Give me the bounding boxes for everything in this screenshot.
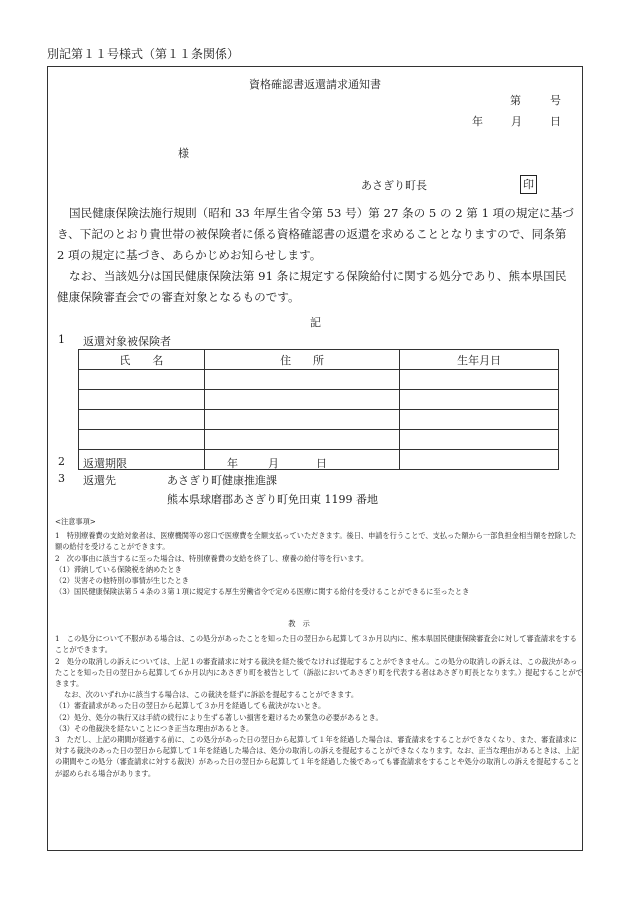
kyoji-2-3: （3）その他裁決を経ないことにつき正当な理由があるとき。 xyxy=(55,723,254,733)
form-label: 別記第１１号様式（第１１条関係） xyxy=(47,47,240,61)
cell-address xyxy=(204,390,400,410)
cell-birthdate xyxy=(400,370,559,390)
insured-persons-table xyxy=(78,349,559,470)
body-paragraph-2: なお、当該処分は国民健康保険法第 91 条に規定する保険給付に関する処分であり、熊本県国民健康保険審査会での審査対象となるものです。 xyxy=(57,269,567,304)
item3-label: 返還先 xyxy=(83,474,116,487)
kyoji-2: 2 処分の取消しの訴えについては、上記１の審査請求に対する裁決を経た後でなければ提起することができません。この処分の取消しの訴えは、この裁決があったことを知った日の翌日から起算して６か月以内にあさぎり町を被告として（訴訟においてあさぎり町を代表する者はあさぎり町長となります。）提起することができます。 xyxy=(55,656,583,689)
header-address: 住 所 xyxy=(204,350,400,370)
table-row xyxy=(79,370,559,390)
note-2: 2 次の事由に該当するに至った場合は、特別療養費の支給を終了し、療養の給付等を行います。 xyxy=(55,553,369,563)
date-month: 月 xyxy=(511,115,522,128)
item3-number: 3 xyxy=(58,472,65,485)
cell-address xyxy=(204,410,400,430)
return-address: 熊本県球磨郡あさぎり町免田東 1199 番地 xyxy=(167,493,378,506)
seal-stamp: 印 xyxy=(520,175,537,194)
notes-heading: <注意事項> xyxy=(55,517,96,526)
item2-label: 返還期限 xyxy=(83,457,127,470)
item2-number: 2 xyxy=(58,455,65,468)
item2-day: 日 xyxy=(316,457,327,470)
cell-birthdate xyxy=(400,390,559,410)
table-row xyxy=(79,390,559,410)
item1-number: 1 xyxy=(58,333,65,346)
ki-heading: 記 xyxy=(310,316,321,329)
note-2-1: （1）滞納している保険税を納めたとき xyxy=(55,564,182,574)
kyoji-2-note: なお、次のいずれかに該当する場合は、この裁決を経ずに訴訟を提起することができます。 xyxy=(64,690,359,700)
body-paragraph-1: 国民健康保険法施行規則（昭和 33 年厚生省令第 53 号）第 27 条の 5 の 2 第 1 項の規定に基づき、下記のとおり貴世帯の被保険者に係る資格確認書の返還を求めることとなりますので、同条第 2 項の規定に基づき、あらかじめお知らせします。 xyxy=(57,206,574,262)
item1-label: 返還対象被保険者 xyxy=(83,335,171,348)
notes-section xyxy=(55,516,583,597)
number-go: 号 xyxy=(550,94,561,107)
kyoji-3: 3 ただし、上記の期間が経過する前に、この処分があった日の翌日から起算して１年を経過した場合は、審査請求をすることができなくなり、また、審査請求に対する裁決のあった日の翌日から起算して１年を経過した場合は、処分の取消しの訴えを提起することができなくなります。なお、正当な理由があるときは、上記の期間やこの処分（審査請求に対する裁決）があった日の翌日から起算して１年を経過した後であっても審査請求をすることや処分の取消しの訴えを提起することが認められる場合があります。 xyxy=(55,735,580,778)
kyoji-2-1: （1）審査請求があった日の翌日から起算して３か月を経過しても裁決がないとき。 xyxy=(55,701,326,711)
header-name: 氏 名 xyxy=(79,350,205,370)
header-birthdate: 生年月日 xyxy=(400,350,559,370)
kyoji-heading: 教 示 xyxy=(288,619,310,628)
item2-month: 月 xyxy=(268,457,279,470)
kyoji-2-2: （2）処分、処分の執行又は手続の続行により生ずる著しい損害を避けるため緊急の必要があるとき。 xyxy=(55,712,383,722)
kyoji-1: 1 この処分について不服がある場合は、この処分があったことを知った日の翌日から起算して３か月以内に、熊本県国民健康保険審査会に対して審査請求をすることができます。 xyxy=(55,634,577,655)
cell-name xyxy=(79,410,205,430)
cell-name xyxy=(79,430,205,450)
cell-birthdate xyxy=(400,410,559,430)
note-2-2: （2）災害その他特別の事情が生じたとき xyxy=(55,576,189,586)
table-header-row xyxy=(79,350,559,370)
table-row xyxy=(79,410,559,430)
return-dept: あさぎり町健康推進課 xyxy=(167,474,277,487)
note-1: 1 特別療養費の支給対象者は、医療機関等の窓口で医療費を全額支払っていただきます。後日、申請を行うことで、支払った額から一部負担金相当額を控除した額の給付を受けることができます。 xyxy=(55,531,577,552)
cell-address xyxy=(204,370,400,390)
cell-address xyxy=(204,430,400,450)
cell-name xyxy=(79,390,205,410)
date-day: 日 xyxy=(550,115,561,128)
cell-name xyxy=(79,370,205,390)
document-title: 資格確認書返還請求通知書 xyxy=(249,78,381,91)
table-row xyxy=(79,430,559,450)
date-year: 年 xyxy=(472,115,483,128)
item2-year: 年 xyxy=(227,457,238,470)
cell-birthdate xyxy=(400,450,559,470)
kyoji-section xyxy=(55,618,583,779)
issuer-name: あさぎり町長 xyxy=(361,179,427,192)
addressee-suffix: 様 xyxy=(178,147,189,160)
cell-birthdate xyxy=(400,430,559,450)
number-dai: 第 xyxy=(510,94,521,107)
note-2-3: （3）国民健康保険法第５４条の３第１項に規定する厚生労働省令で定める医療に関する給付を受けることができるに至ったとき xyxy=(55,587,470,597)
